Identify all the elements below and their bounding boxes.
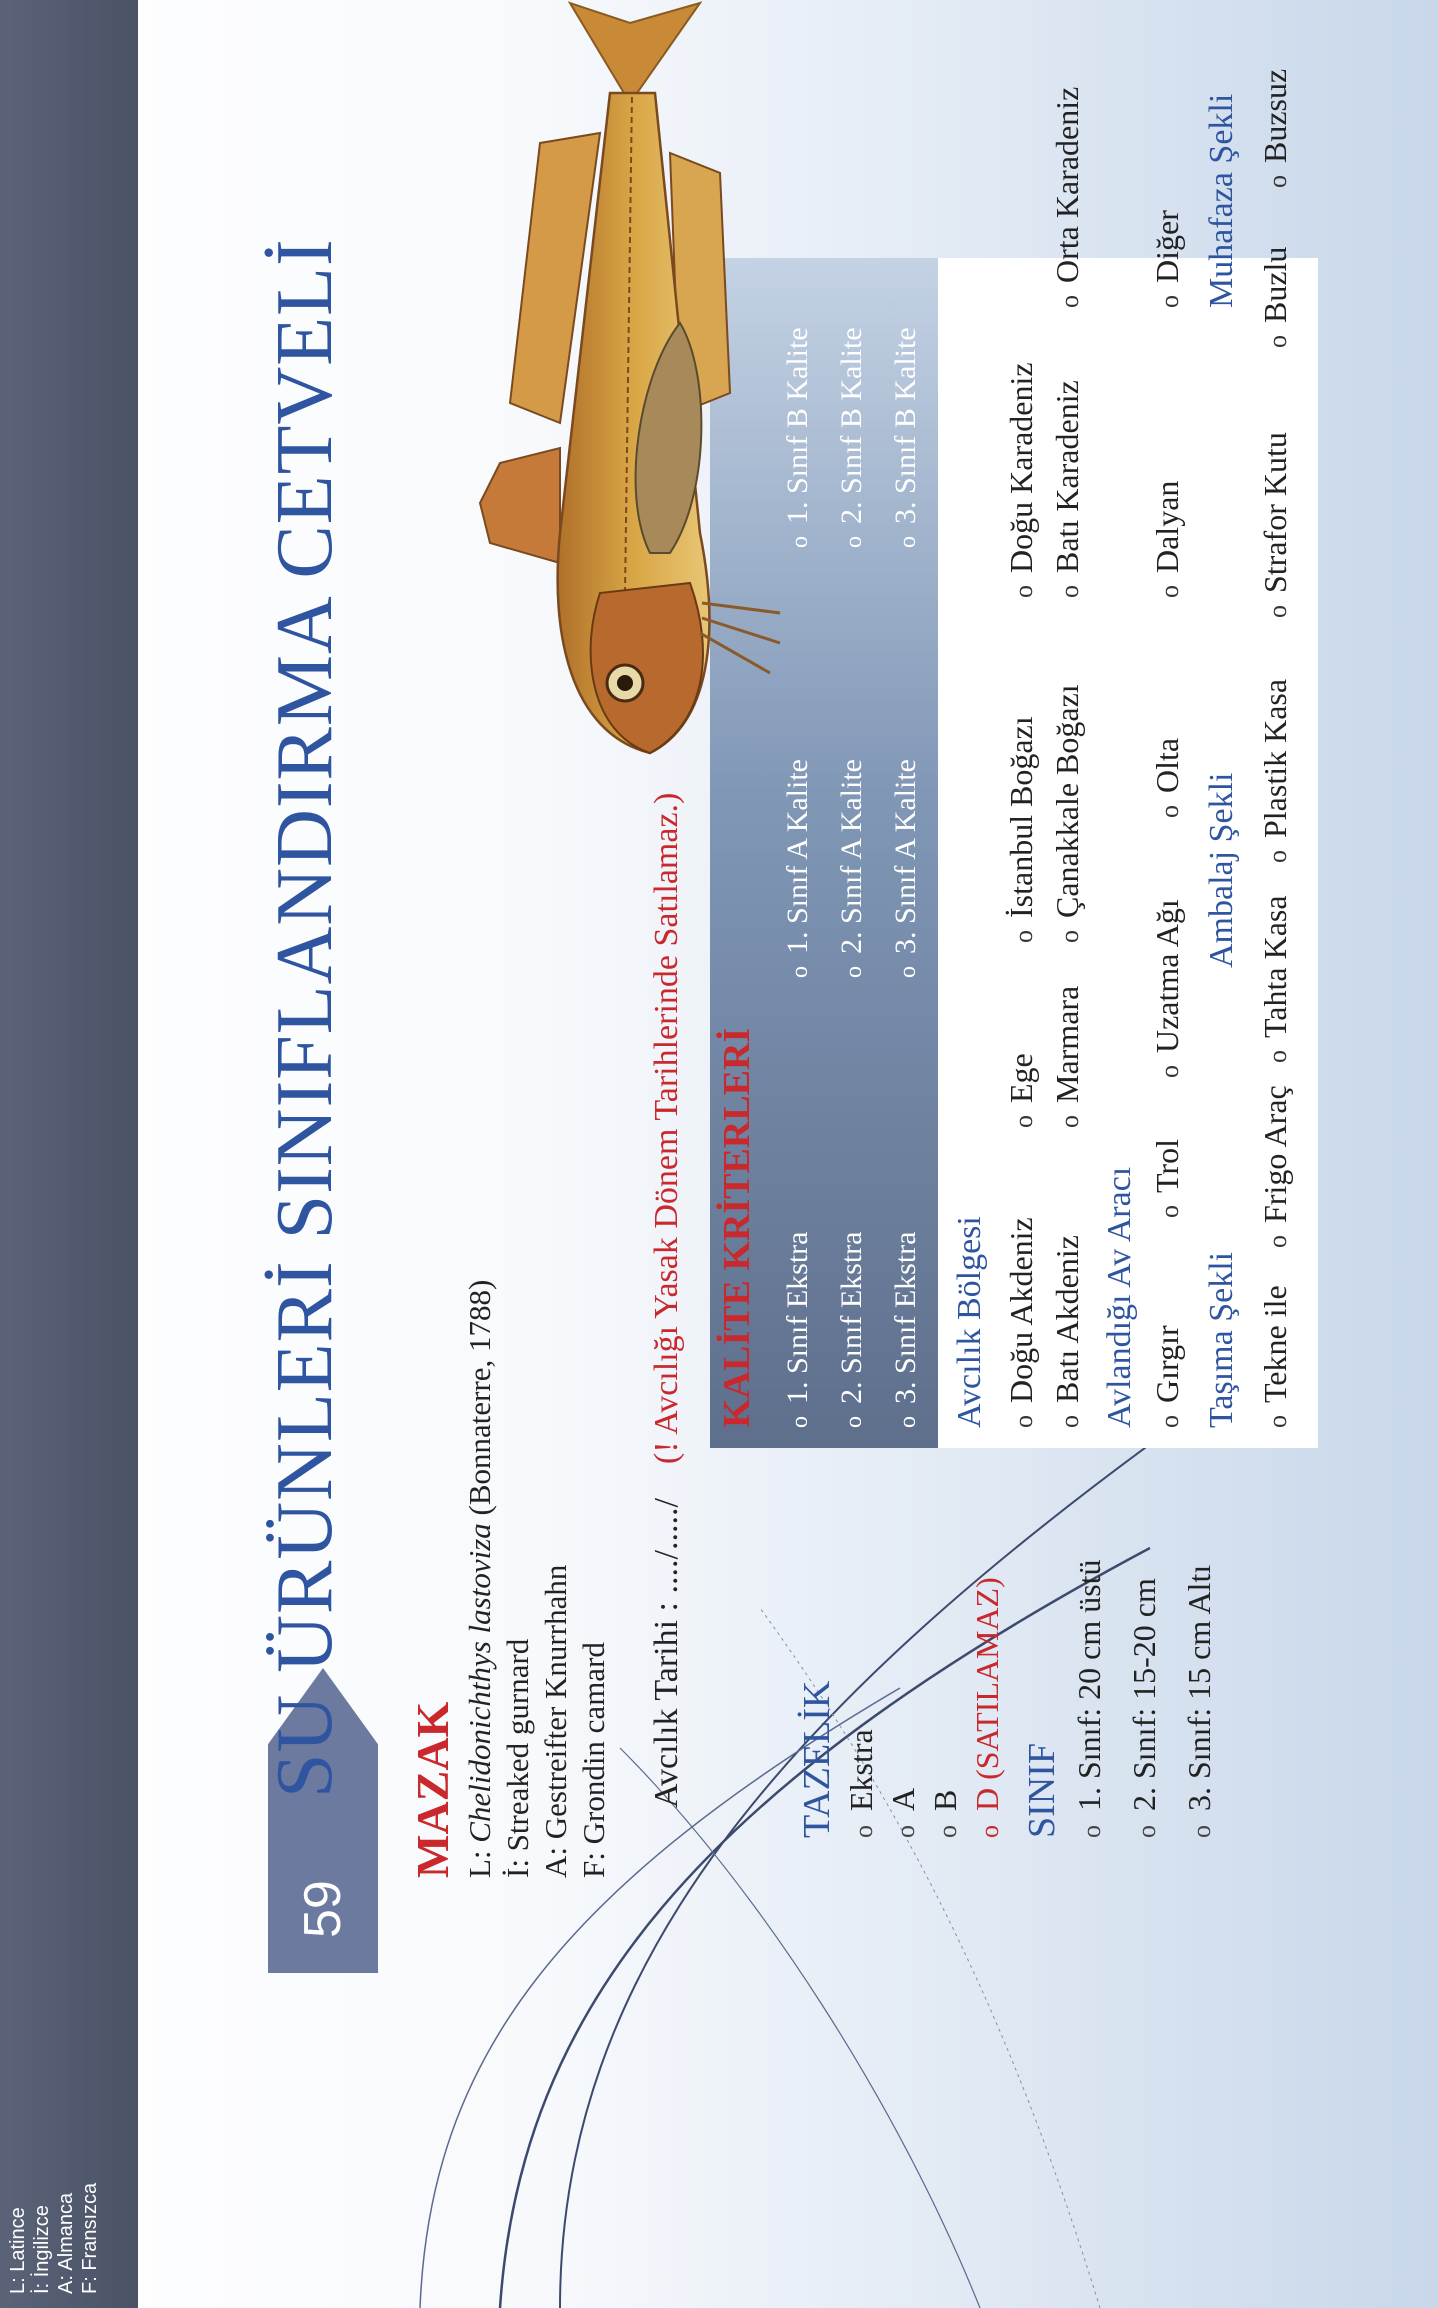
legend-french: F: Fransızca (79, 2182, 101, 2294)
kalite-option-2-b[interactable]: o2. Sınıf B Kalite (835, 327, 868, 548)
legend-latin: L: Latince (7, 2207, 29, 2294)
ambalaj-option-strafor[interactable]: oStrafor Kutu (1257, 432, 1293, 618)
bolge-option-bati-karadeniz[interactable]: oBatı Karadeniz (1049, 380, 1085, 598)
tasima-option-tekne[interactable]: oTekne ile (1257, 1285, 1293, 1428)
french-name: F: Grondin camard (576, 1642, 611, 1878)
latin-name-italic: Chelidonichthys lastoviza (462, 1523, 497, 1843)
bolge-option-istanbul[interactable]: oİstanbul Boğazı (1003, 716, 1039, 943)
sinif-title: SINIF (1021, 1742, 1063, 1838)
arac-option-diger[interactable]: oDiğer (1149, 210, 1185, 308)
bolge-option-canakkale[interactable]: oÇanakkale Boğazı (1049, 684, 1085, 943)
kalite-option-1-b[interactable]: o1. Sınıf B Kalite (781, 327, 814, 548)
kalite-option-3-b[interactable]: o3. Sınıf B Kalite (889, 327, 922, 548)
legend-english: İ: İngilizce (31, 2205, 53, 2294)
kalite-option-1-a[interactable]: o1. Sınıf A Kalite (781, 759, 814, 978)
av-araci-title: Avlandığı Av Aracı (1101, 1166, 1138, 1428)
bolge-option-bati-akdeniz[interactable]: oBatı Akdeniz (1049, 1235, 1085, 1428)
bolge-option-ege[interactable]: oEge (1003, 1053, 1039, 1128)
arac-option-olta[interactable]: oOlta (1149, 737, 1185, 818)
species-name: MAZAK (407, 1701, 458, 1878)
bottom-bar (0, 0, 138, 2308)
arac-option-trol[interactable]: oTrol (1149, 1139, 1185, 1218)
kalite-option-1-ekstra[interactable]: o1. Sınıf Ekstra (781, 1231, 814, 1428)
avcilik-bolgesi-title: Avcılık Bölgesi (951, 1216, 988, 1428)
arac-option-girgir[interactable]: oGırgır (1149, 1325, 1185, 1428)
arac-option-dalyan[interactable]: oDalyan (1149, 480, 1185, 598)
muhafaza-option-buzsuz[interactable]: oBuzsuz (1257, 68, 1293, 188)
kalite-option-2-ekstra[interactable]: o2. Sınıf Ekstra (835, 1231, 868, 1428)
catch-date-note: (! Avcılığı Yasak Dönem Tarihlerinde Satılamaz.) (648, 792, 685, 1465)
arac-option-uzatma-agi[interactable]: oUzatma Ağı (1149, 899, 1185, 1078)
muhafaza-title: Muhafaza Şekli (1203, 93, 1240, 308)
english-name: İ: Streaked gurnard (500, 1638, 535, 1878)
tazelik-option-d[interactable]: oD (SATILAMAZ) (969, 1577, 1005, 1838)
latin-name: L: Chelidonichthys lastoviza (Bonnaterre, 1788) (462, 1279, 497, 1878)
ambalaj-title: Ambalaj Şekli (1203, 772, 1240, 968)
catch-date-label: Avcılık Tarihi : ..../...../ (648, 1498, 685, 1808)
tazelik-option-ekstra[interactable]: oEkstra (843, 1729, 879, 1838)
sinif-option-3[interactable]: o3. Sınıf: 15 cm Altı (1181, 1564, 1217, 1838)
tazelik-title: TAZELİK (796, 1680, 838, 1838)
language-legend (6, 2183, 102, 2294)
tasima-title: Taşıma Şekli (1203, 1251, 1240, 1428)
bolge-option-orta-karadeniz[interactable]: oOrta Karadeniz (1049, 86, 1085, 308)
bolge-option-dogu-akdeniz[interactable]: oDoğu Akdeniz (1003, 1217, 1039, 1428)
german-name: A: Gestreifter Knurrhahn (538, 1564, 573, 1878)
legend-german: A: Almanca (55, 2192, 77, 2294)
bolge-option-dogu-karadeniz[interactable]: oDoğu Karadeniz (1003, 362, 1039, 598)
tazelik-option-a[interactable]: oA (885, 1787, 921, 1838)
muhafaza-option-buzlu[interactable]: oBuzlu (1257, 246, 1293, 348)
catch-date-line (645, 793, 689, 1808)
document-title: SU ÜRÜNLERİ SINIFLANDIRMA CETVELİ (261, 238, 349, 1798)
gurnard-fish-illustration (450, 0, 810, 793)
tazelik-option-b[interactable]: oB (927, 1789, 963, 1838)
kalite-title: KALİTE KRİTERLERİ (716, 1027, 758, 1428)
page-number: 59 (294, 1880, 352, 1938)
sinif-option-1[interactable]: o1. Sınıf: 20 cm üstü (1071, 1559, 1107, 1838)
tasima-option-frigo[interactable]: oFrigo Araç (1257, 1085, 1293, 1248)
sinif-option-2[interactable]: o2. Sınıf: 15-20 cm (1126, 1578, 1162, 1838)
ambalaj-option-plastik[interactable]: oPlastik Kasa (1257, 678, 1293, 863)
kalite-option-3-ekstra[interactable]: o3. Sınıf Ekstra (889, 1231, 922, 1428)
ambalaj-option-tahta[interactable]: oTahta Kasa (1257, 895, 1293, 1063)
kalite-option-2-a[interactable]: o2. Sınıf A Kalite (835, 759, 868, 978)
bolge-option-marmara[interactable]: oMarmara (1049, 985, 1085, 1128)
kalite-option-3-a[interactable]: o3. Sınıf A Kalite (889, 759, 922, 978)
